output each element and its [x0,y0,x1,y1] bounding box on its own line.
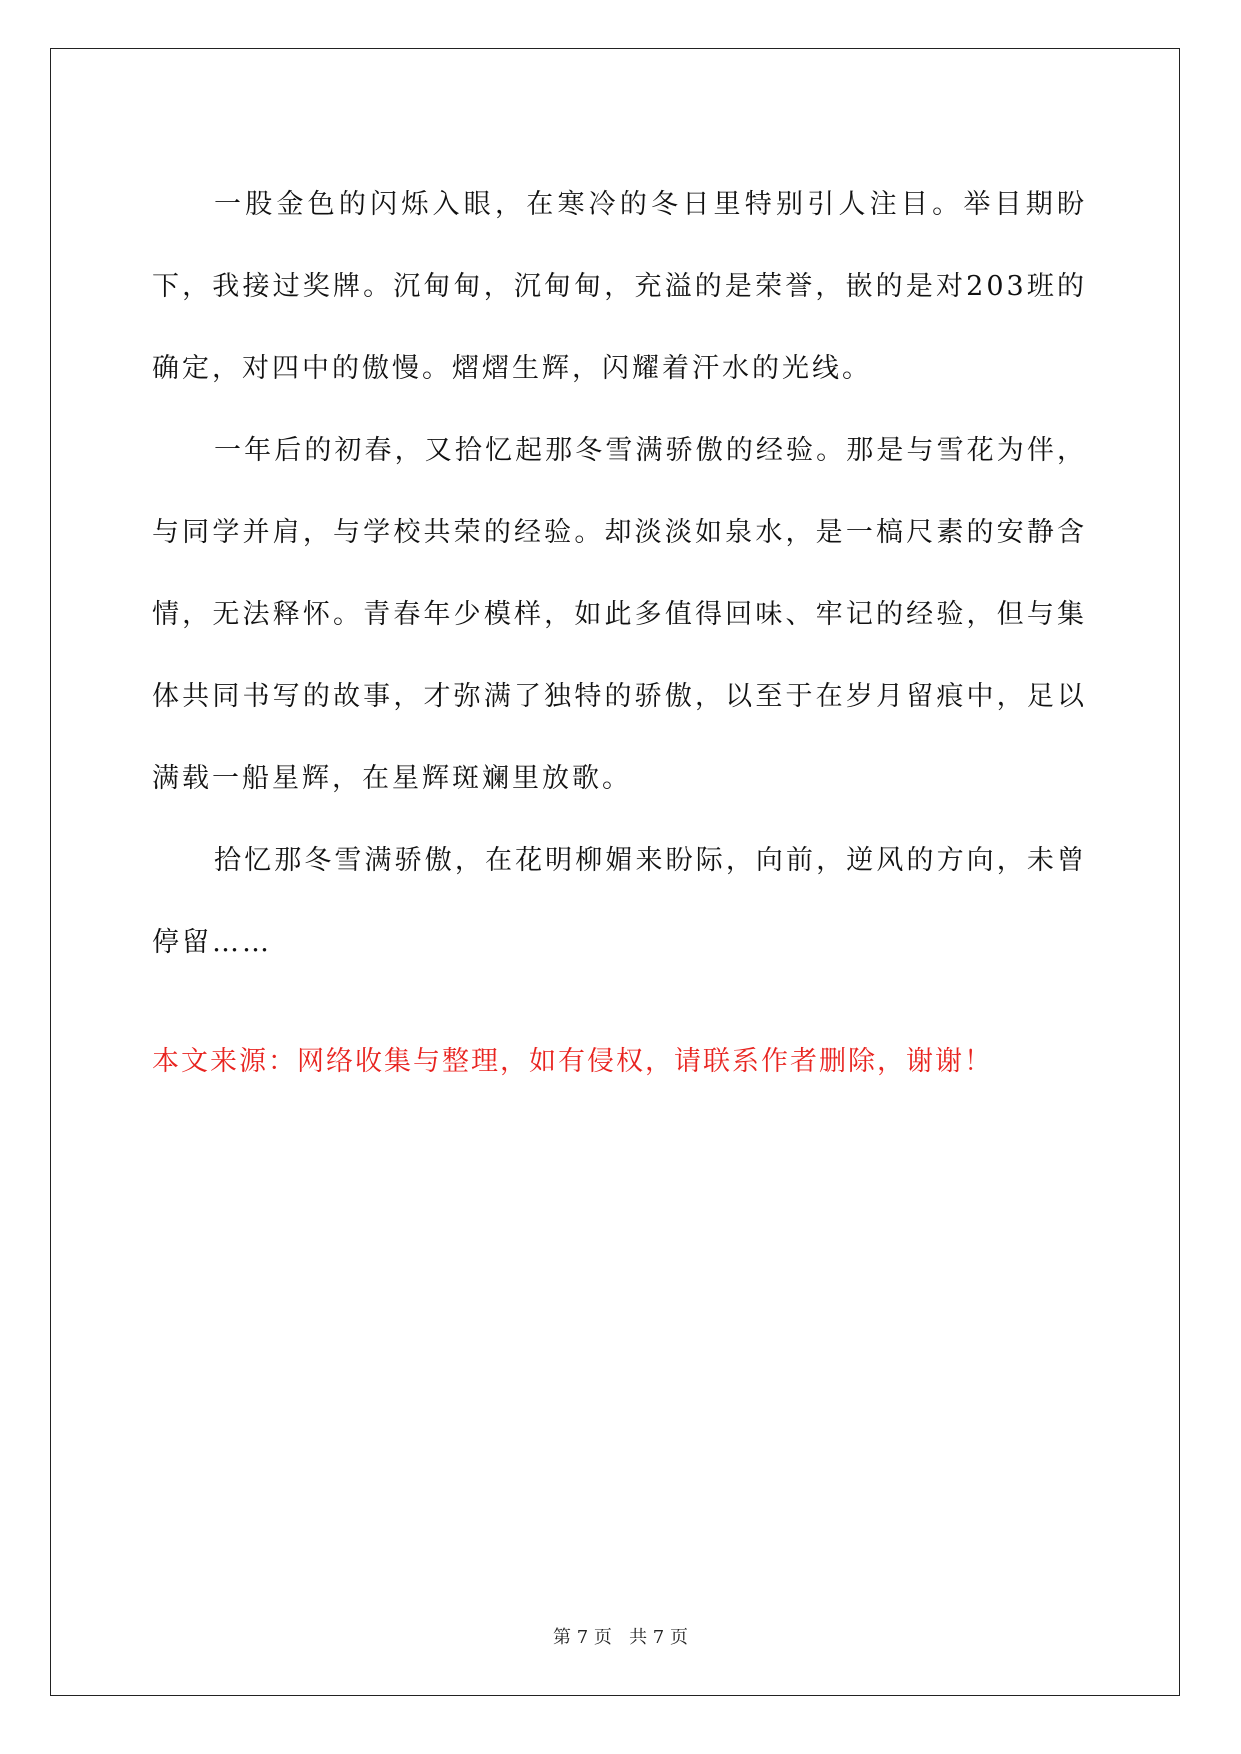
source-note: 本文来源：网络收集与整理，如有侵权，请联系作者删除，谢谢！ [152,1046,993,1077]
paragraph-2: 一年后的初春，又拾忆起那冬雪满骄傲的经验。那是与雪花为伴，与同学并肩，与学校共荣的经验。却淡淡如泉水，是一槁尺素的安静含情，无法释怀。青春年少模样，如此多值得回味、牢记的经验，但与集体共同书写的故事，才弥满了独特的骄傲，以至于在岁月留痕中，足以满载一船星辉，在星辉斑斓里放歌。 [152,435,1087,794]
document-body [152,164,1087,984]
footer-spacer [612,1627,629,1648]
page-footer [0,1626,1241,1650]
paragraph-1: 一股金色的闪烁入眼，在寒冷的冬日里特别引人注目。举目期盼下，我接过奖牌。沉甸甸，沉甸甸，充溢的是荣誉，嵌的是对203班的确定，对四中的傲慢。熠熠生辉，闪耀着汗水的光线。 [152,189,1087,384]
page-number-total: 共 7 页 [629,1627,688,1648]
page-number-current: 第 7 页 [553,1627,612,1648]
paragraph-3: 拾忆那冬雪满骄傲，在花明柳媚来盼际，向前，逆风的方向，未曾停留…… [152,845,1087,958]
